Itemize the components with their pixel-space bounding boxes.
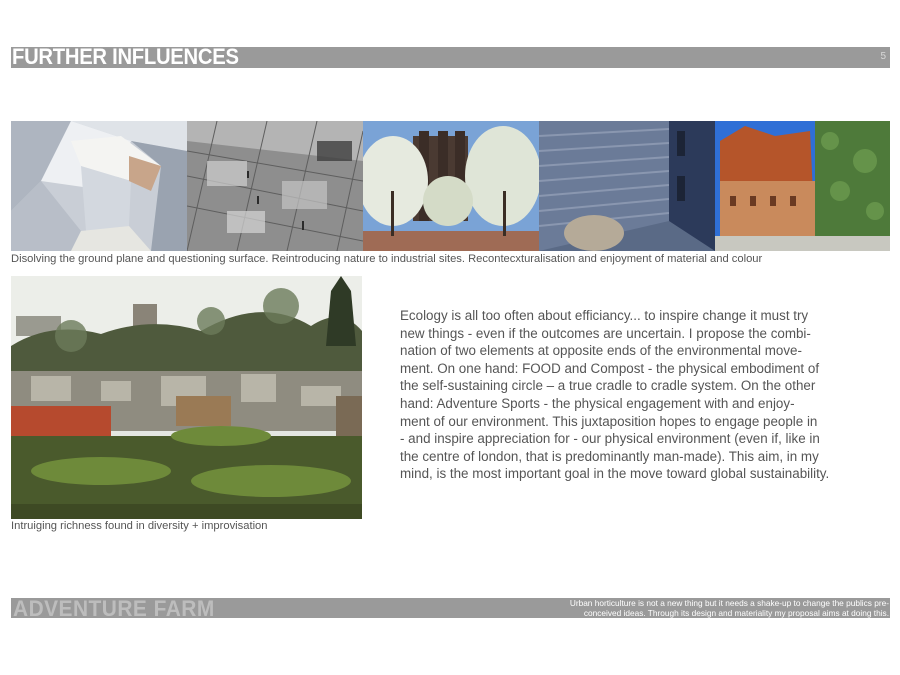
textured-facade-photo xyxy=(539,121,715,251)
essay-line: the self-sustaining circle – a true cradle to cradle system. On the other xyxy=(400,378,816,394)
essay-line: new things - even if the outcomes are uncertain. I propose the combi- xyxy=(400,325,811,341)
essay-line: hand: Adventure Sports - the physical engagement with and enjoy- xyxy=(400,395,795,411)
footer-note xyxy=(559,598,889,618)
footer-bar xyxy=(11,596,890,621)
strip-caption: Disolving the ground plane and questioning surface. Reintroducing nature to industrial sites. Recontecxturalisation and enjoyment of material and colour xyxy=(11,253,763,265)
essay-line: Ecology is all too often about efficiancy... to inspire change it must try xyxy=(400,308,809,323)
essay-line: nation of two elements at opposite ends of the environmental move- xyxy=(400,343,802,359)
title-bar xyxy=(11,44,890,69)
rust-building-photo xyxy=(715,121,890,251)
industrial-park-photo xyxy=(363,121,539,251)
footer-note-line: Urban horticulture is not a new thing but it needs a shake-up to change the publics pre- xyxy=(569,598,889,608)
essay-line: mind, is the most important goal in the move toward global sustainability. xyxy=(400,466,830,482)
footer-brand: ADVENTURE FARM xyxy=(13,596,215,621)
folded-surface-photo xyxy=(11,121,187,251)
grid-ground-photo xyxy=(187,121,363,251)
allotment-caption: Intruiging richness found in diversity + improvisation xyxy=(11,520,268,532)
page-title: FURTHER INFLUENCES xyxy=(12,44,239,69)
allotment-photo xyxy=(11,276,362,519)
essay-line: - and inspire appreciation for - our physical environment (even if, like in xyxy=(400,431,820,447)
essay-line: ment. On one hand: FOOD and Compost - the physical embodiment of xyxy=(400,360,820,376)
essay-line: ment of our environment. This juxtaposition hopes to engage people in xyxy=(400,413,818,429)
page-number: 5 xyxy=(880,51,886,62)
essay-text xyxy=(400,307,870,483)
essay-line: the centre of london, that is predominantly man-made). This aim, in my xyxy=(400,448,819,464)
footer-note-line: conceived ideas. Through its design and materiality my proposal aims at doing this. xyxy=(583,608,889,618)
influence-photo-strip xyxy=(11,121,890,251)
